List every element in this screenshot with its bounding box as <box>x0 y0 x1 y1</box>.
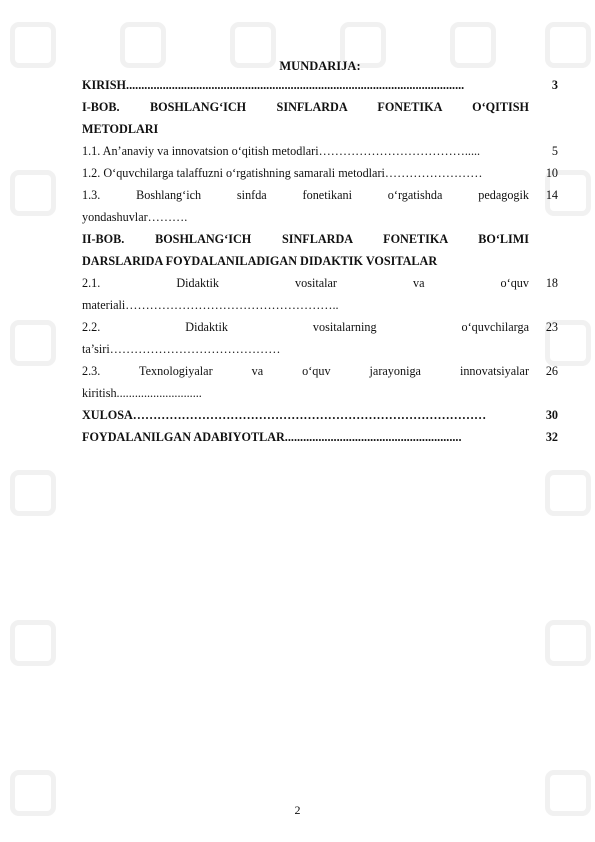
toc-entry-page: 5 <box>551 144 558 158</box>
watermark-square <box>10 470 56 516</box>
toc-entry-text <box>82 272 529 316</box>
toc-entry-line: DARSLARIDA FOYDALANILADIGAN DIDAKTIK VOSITALAR <box>82 254 438 268</box>
toc-entry <box>82 162 558 184</box>
toc-entry-text <box>82 360 529 404</box>
toc-entry-text <box>82 316 529 360</box>
toc-entry <box>82 272 558 316</box>
toc-entry-text <box>82 426 529 448</box>
table-of-contents <box>82 58 558 448</box>
toc-entry <box>82 140 558 162</box>
watermark-square <box>10 22 56 68</box>
toc-entry-line: I-BOB. BOSHLANG‘ICH SINFLARDA FONETIKA O‘QITISH <box>82 100 529 114</box>
page-number: 2 <box>294 803 301 817</box>
watermark-square <box>10 170 56 216</box>
toc-entry-line: 1.1. An’anaviy va innovatsion o‘qitish metodlari………………………………..... <box>82 144 481 158</box>
toc-entry <box>82 96 558 140</box>
toc-entry-page: 10 <box>545 166 558 180</box>
toc-entry <box>82 404 558 426</box>
toc-entry-page: 14 <box>545 188 558 202</box>
toc-entry-text <box>82 162 529 184</box>
toc-entry-line: FOYDALANILGAN ADABIYOTLAR.......................................................... <box>82 430 462 444</box>
toc-entry <box>82 360 558 404</box>
toc-entry-text <box>82 184 529 228</box>
watermark-square <box>10 320 56 366</box>
watermark-square <box>545 620 591 666</box>
toc-entry-text <box>82 140 529 162</box>
toc-entry-page: 26 <box>545 364 558 378</box>
toc-entry-line: ta’siri…………………………………… <box>82 342 281 356</box>
toc-entry <box>82 426 558 448</box>
toc-entry-line: 1.3. Boshlang‘ich sinfda fonetikani o‘rgatishda pedagogik <box>82 188 529 202</box>
toc-entry <box>82 316 558 360</box>
toc-entry-text <box>82 96 529 140</box>
toc-entry-line: METODLARI <box>82 122 159 136</box>
toc-entry-page: 3 <box>551 78 558 92</box>
toc-entry-line: 2.3. Texnologiyalar va o‘quv jarayoniga innovatsiyalar <box>82 364 529 378</box>
toc-entry-page: 32 <box>545 430 558 444</box>
toc-entry-text <box>82 228 529 272</box>
toc-entry-line: materiali…………………………………………….. <box>82 298 339 312</box>
toc-entry <box>82 74 558 96</box>
toc-entry-text <box>82 74 529 96</box>
toc-entry-text <box>82 404 529 426</box>
toc-entry-page: 18 <box>545 276 558 290</box>
watermark-square <box>10 620 56 666</box>
toc-entry-line: 1.2. O‘quvchilarga talaffuzni o‘rgatishning samarali metodlari…………………… <box>82 166 483 180</box>
toc-entry-line: 2.2. Didaktik vositalarning o‘quvchilarga <box>82 320 529 334</box>
toc-entry-line: 2.1. Didaktik vositalar va o‘quv <box>82 276 529 290</box>
toc-entry <box>82 184 558 228</box>
watermark-square <box>545 470 591 516</box>
toc-entry-page: 30 <box>545 408 558 422</box>
toc-entries <box>82 74 558 448</box>
toc-entry-page: 23 <box>545 320 558 334</box>
toc-title: MUNDARIJA: <box>279 59 361 73</box>
toc-entry-line: KIRISH............................................................................................................... <box>82 78 465 92</box>
toc-entry-line: XULOSA…………………………………………………………………………… <box>82 408 487 422</box>
toc-entry-line: kiritish............................ <box>82 386 202 400</box>
toc-entry <box>82 228 558 272</box>
toc-entry-line: yondashuvlar………. <box>82 210 188 224</box>
toc-entry-line: II-BOB. BOSHLANG‘ICH SINFLARDA FONETIKA BO‘LIMI <box>82 232 529 246</box>
